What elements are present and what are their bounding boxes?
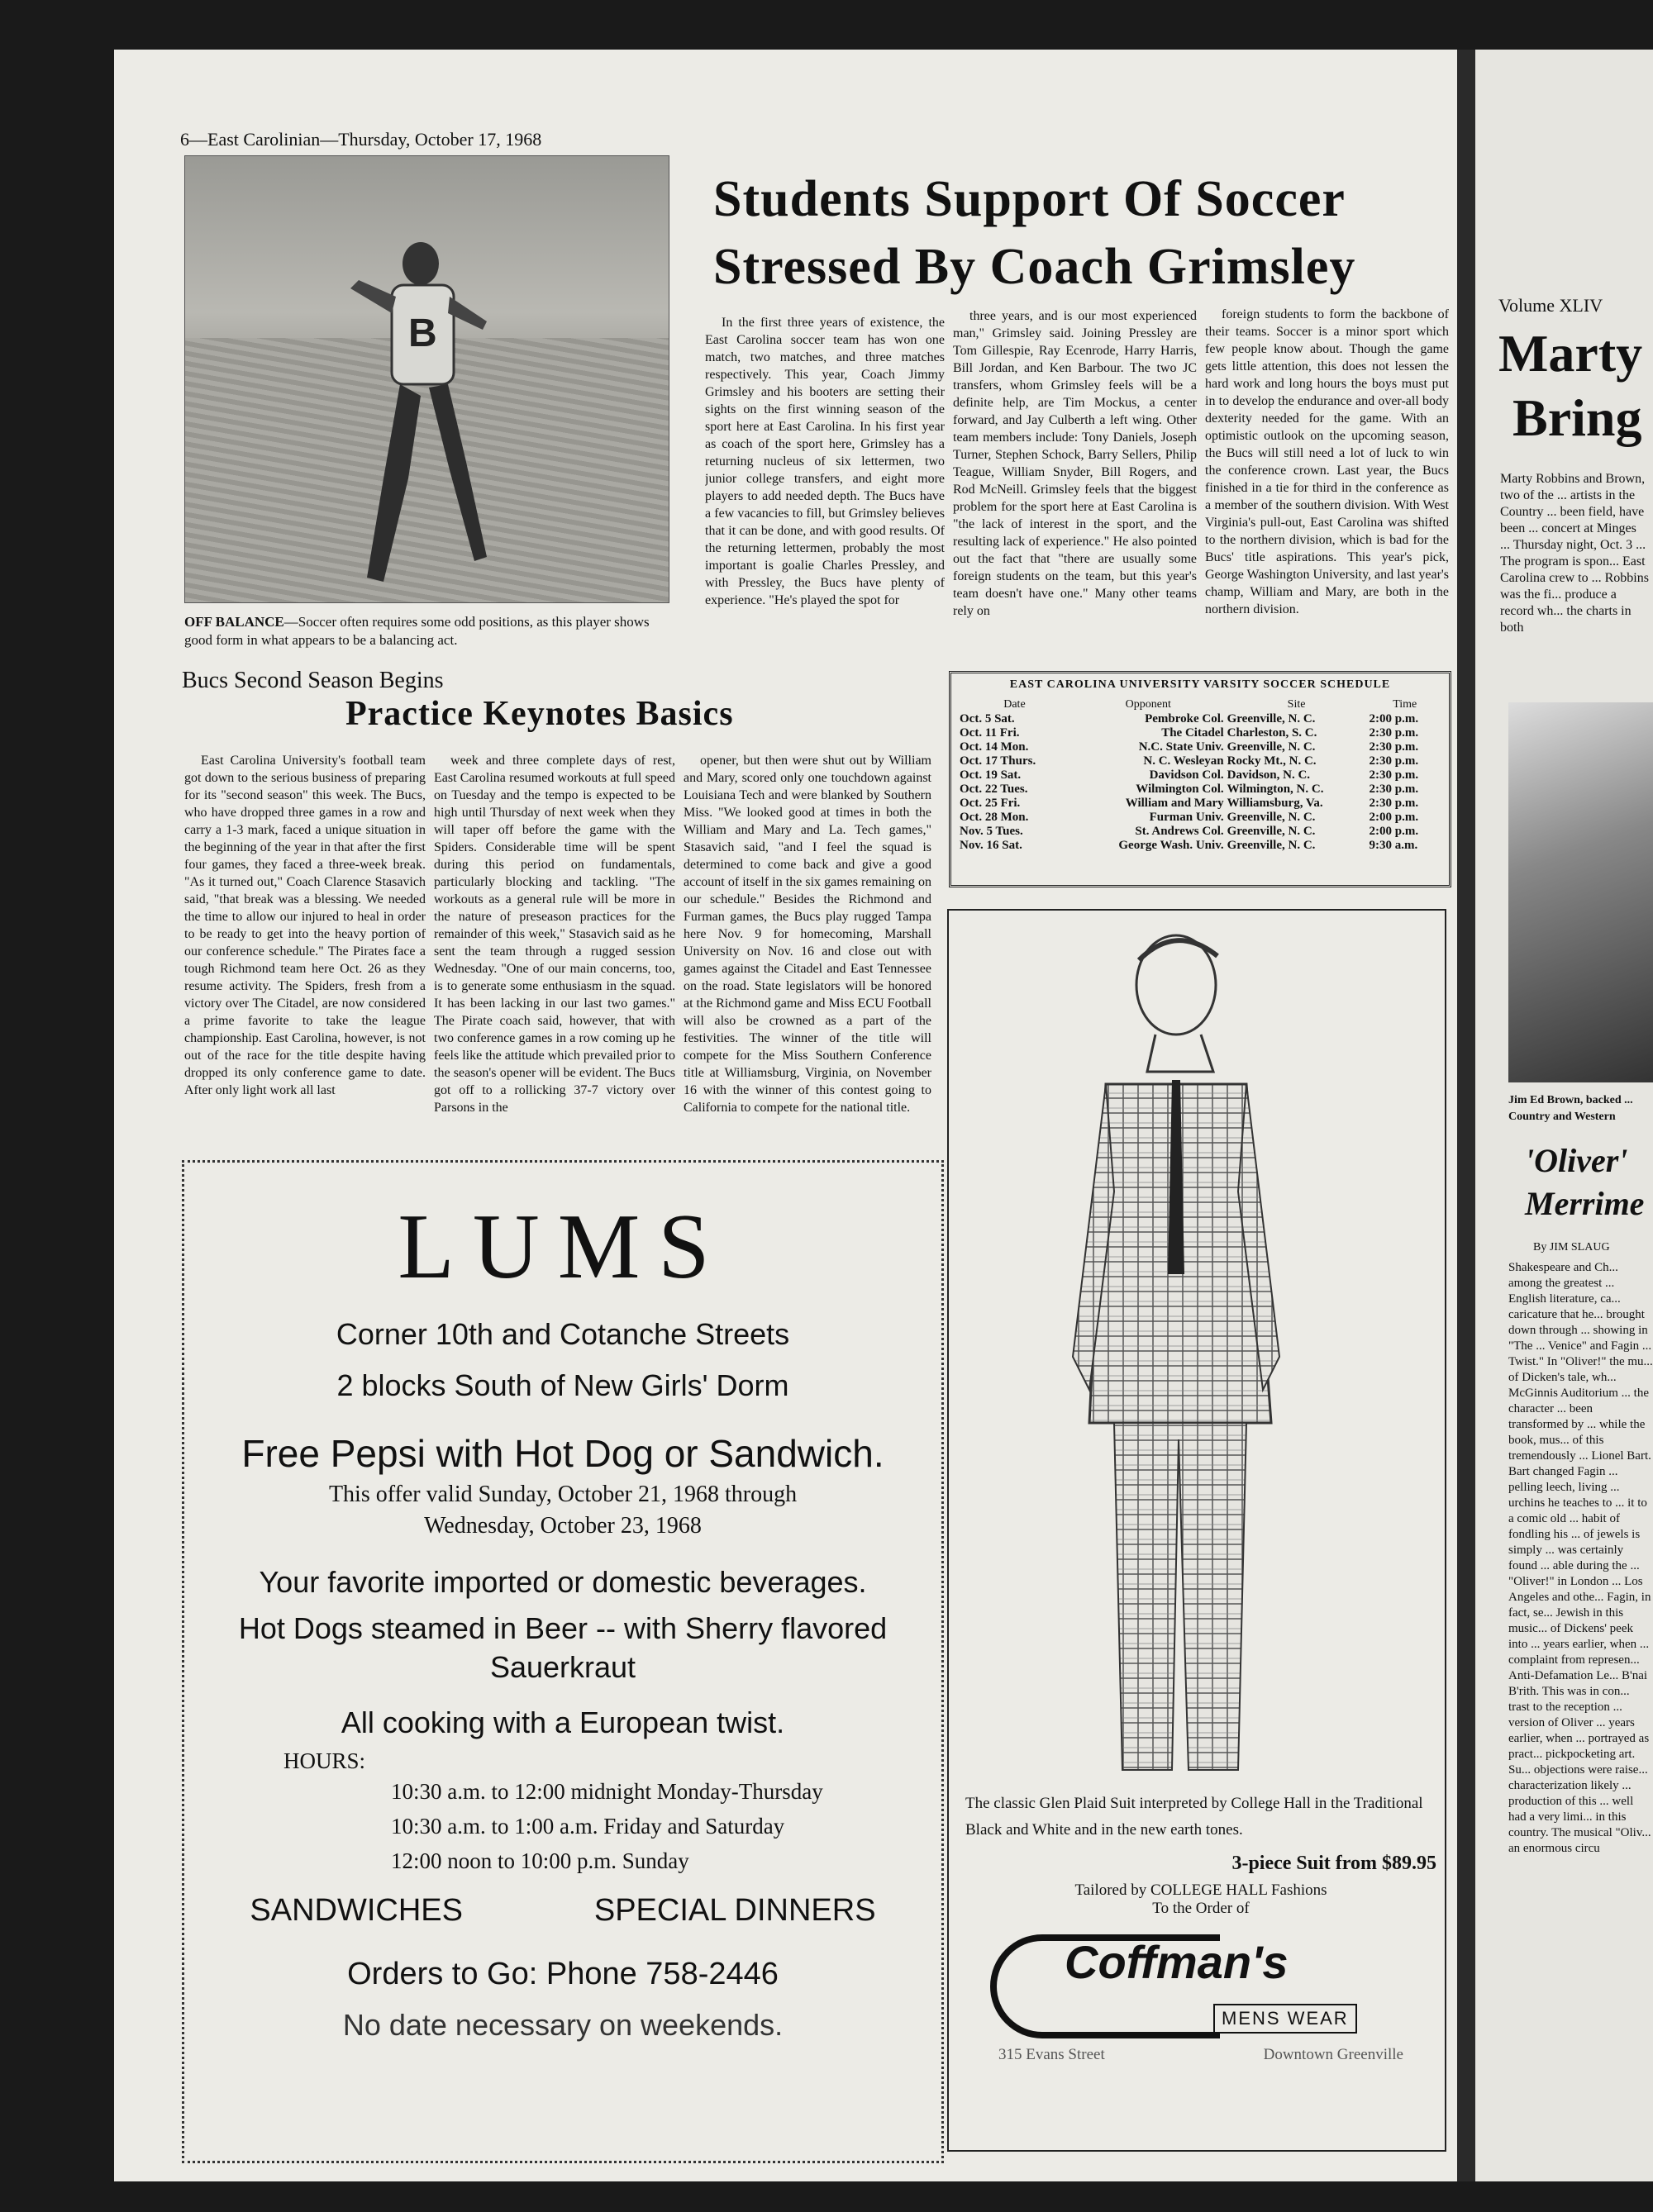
schedule-time: 2:30 p.m. bbox=[1369, 797, 1419, 810]
coffmans-copy-block bbox=[965, 1791, 1436, 2068]
schedule-site: Greenville, N. C. bbox=[1227, 712, 1316, 725]
football-column-2 bbox=[434, 752, 675, 1149]
schedule-site: Greenville, N. C. bbox=[1227, 839, 1316, 852]
photo-caption bbox=[184, 613, 668, 649]
soccer-headline-line2: Stressed By Coach Grimsley bbox=[713, 239, 1356, 295]
lums-hours-row: 12:00 noon to 10:00 p.m. Sunday bbox=[391, 1848, 689, 1873]
lums-name: LUMS bbox=[398, 1196, 728, 1298]
right-text-1: Marty Robbins and Brown, two of the ... artists in the Country ... been field, have been ... concert at Minges ... Thursday night, Oct. 3 ... The program is spon... East Carolina crew to ... Robbins was the fi... produce a record wh... the charts in both bbox=[1500, 472, 1649, 635]
coffmans-logo-block bbox=[965, 1918, 1436, 2042]
lums-cooking: All cooking with a European twist. bbox=[341, 1705, 785, 1739]
football-column-1 bbox=[184, 752, 426, 1149]
lums-dinners: SPECIAL DINNERS bbox=[593, 1893, 876, 1928]
adjacent-page bbox=[1475, 50, 1653, 2181]
coffmans-tailored-1: Tailored by COLLEGE HALL Fashions bbox=[1074, 1881, 1327, 1899]
coffmans-address-row bbox=[965, 2042, 1436, 2068]
coffmans-tailored-2: To the Order of bbox=[1152, 1900, 1250, 1917]
schedule-row bbox=[958, 768, 1442, 783]
schedule-site: Greenville, N. C. bbox=[1227, 740, 1316, 754]
schedule-opponent: George Wash. Univ. bbox=[1118, 839, 1224, 852]
coffmans-mens: MENS WEAR bbox=[1213, 2004, 1357, 2034]
lums-hotdog-1: Hot Dogs steamed in Beer -- with Sherry flavored bbox=[238, 1611, 888, 1645]
schedule-opponent: N.C. State Univ. bbox=[1138, 740, 1224, 754]
schedule-site: Rocky Mt., N. C. bbox=[1227, 754, 1317, 768]
schedule-opponent: N. C. Wesleyan bbox=[1143, 754, 1224, 768]
football-headline: Practice Keynotes Basics bbox=[345, 695, 734, 733]
soccer-column-3 bbox=[1205, 306, 1449, 661]
lums-beverages: Your favorite imported or domestic beverages. bbox=[259, 1565, 867, 1599]
lums-hours-row: 10:30 a.m. to 1:00 a.m. Friday and Saturday bbox=[391, 1814, 785, 1839]
schedule-opponent: Pembroke Col. bbox=[1145, 712, 1224, 725]
lums-address-1: Corner 10th and Cotanche Streets bbox=[336, 1317, 790, 1351]
schedule-time: 2:30 p.m. bbox=[1369, 740, 1419, 754]
schedule-date: Nov. 5 Tues. bbox=[960, 825, 1023, 838]
lums-valid-2: Wednesday, October 23, 1968 bbox=[424, 1513, 702, 1539]
lums-phone: Orders to Go: Phone 758-2446 bbox=[347, 1957, 779, 1991]
schedule-opponent: Wilmington Col. bbox=[1136, 783, 1224, 796]
schedule-date: Oct. 19 Sat. bbox=[960, 768, 1022, 782]
page-gutter bbox=[1457, 50, 1475, 2181]
schedule-date: Oct. 17 Thurs. bbox=[960, 754, 1036, 768]
schedule-time: 2:00 p.m. bbox=[1369, 712, 1419, 725]
football-kicker: Bucs Second Season Begins bbox=[182, 668, 444, 693]
soccer-column-2 bbox=[953, 307, 1197, 661]
right-headline-3: 'Oliver' bbox=[1525, 1142, 1628, 1179]
schedule-time: 2:00 p.m. bbox=[1369, 825, 1419, 838]
lums-offer: Free Pepsi with Hot Dog or Sandwich. bbox=[241, 1432, 884, 1475]
soccer-photo bbox=[184, 155, 669, 603]
schedule-header-opponent: Opponent bbox=[1125, 698, 1171, 711]
lums-ad bbox=[182, 1160, 944, 2163]
lums-hours bbox=[283, 1748, 941, 1878]
right-headline-4: Merrime bbox=[1525, 1185, 1645, 1222]
schedule-site: Wilmington, N. C. bbox=[1227, 783, 1324, 796]
right-headline-1: Marty bbox=[1498, 324, 1643, 383]
lums-hours-label: HOURS: bbox=[283, 1748, 366, 1773]
right-headline-2: Bring bbox=[1512, 388, 1642, 447]
right-byline: By JIM SLAUG bbox=[1533, 1241, 1610, 1253]
soccer-headline-line1: Students Support Of Soccer bbox=[713, 171, 1346, 227]
coffmans-address: 315 Evans Street bbox=[998, 2046, 1105, 2063]
schedule-row bbox=[958, 740, 1442, 754]
schedule-time: 2:30 p.m. bbox=[1369, 768, 1419, 782]
schedule-date: Oct. 22 Tues. bbox=[960, 783, 1028, 796]
schedule-date: Oct. 28 Mon. bbox=[960, 811, 1029, 824]
coffmans-copy: The classic Glen Plaid Suit interpreted by College Hall in the Traditional Black and White and in the new earth tones. bbox=[965, 1795, 1423, 1839]
schedule-opponent: Furman Univ. bbox=[1149, 811, 1224, 824]
schedule-header-time: Time bbox=[1393, 698, 1417, 711]
schedule-row bbox=[958, 726, 1442, 740]
schedule-date: Oct. 25 Fri. bbox=[960, 797, 1021, 810]
schedule-time: 2:00 p.m. bbox=[1369, 811, 1419, 824]
volume-label: Volume XLIV bbox=[1498, 295, 1603, 316]
caption-text: —Soccer often requires some odd positions, as this player shows good form in what appears to be a balancing act. bbox=[184, 614, 650, 648]
coffmans-logo: Coffman's bbox=[1065, 1936, 1289, 1988]
right-caption: Jim Ed Brown, backed ... Country and Western bbox=[1508, 1094, 1633, 1123]
schedule-header-site: Site bbox=[1287, 698, 1306, 711]
schedule-header-date: Date bbox=[1003, 698, 1026, 711]
schedule-time: 2:30 p.m. bbox=[1369, 783, 1419, 796]
soccer-col1-text: In the first three years of existence, the East Carolina soccer team has won one match, two matches, and three matches respectively. This year, Coach Jimmy Grimsley and his booters are setting their sights on the first winning season of the sport here at East Carolina. In his first year as coach of the sport here, Grimsley has a returning nucleus of six lettermen, two junior college transfers, and eight more players to add needed depth. The Bucs have a few vacancies to fill, but Grimsley believes that it can be done, and with good results. Of the returning lettermen, probably the most important is goalie Charles Pressley, and with Pressley, the Bucs have plenty of experience. "He's played the spot for bbox=[705, 316, 945, 607]
schedule-row bbox=[958, 811, 1442, 825]
lums-hours-row: 10:30 a.m. to 12:00 midnight Monday-Thursday bbox=[391, 1779, 823, 1804]
lums-valid-1: This offer valid Sunday, October 21, 1968 through bbox=[328, 1482, 798, 1507]
page-folio: 6—East Carolinian—Thursday, October 17, 1968 bbox=[180, 129, 542, 150]
schedule-date: Nov. 16 Sat. bbox=[960, 839, 1022, 852]
schedule-title: EAST CAROLINA UNIVERSITY VARSITY SOCCER SCHEDULE bbox=[1009, 678, 1391, 691]
right-photo bbox=[1508, 702, 1653, 1082]
svg-text:B: B bbox=[408, 312, 437, 355]
schedule-opponent: St. Andrews Col. bbox=[1135, 825, 1224, 838]
soccer-schedule-box bbox=[949, 671, 1451, 887]
caption-lead: OFF BALANCE bbox=[184, 614, 284, 630]
lums-address-2: 2 blocks South of New Girls' Dorm bbox=[336, 1368, 789, 1402]
schedule-time: 2:30 p.m. bbox=[1369, 754, 1419, 768]
lums-weekends: No date necessary on weekends. bbox=[342, 2008, 784, 2042]
suit-sketch bbox=[1056, 927, 1304, 1803]
soccer-col3-text: foreign students to form the backbone of their teams. Soccer is a minor sport which few people know about. Though the game gets little attention, this does not lessen the hard work and long hours the boys must put in to develop the endurance and over-all body dexterity needed for the game. With an optimistic outlook on the upcoming season, the Bucs will still need a lot of luck to win the conference crown. Last year, the Bucs finished in a tie for third in the conference as a member of the southern division. With West Virginia's pull-out, East Carolina was shifted to the northern division, which is bad for the Bucs' title aspirations. This year's pick, George Washington University, and last year's champ, William and Mary, are both in the northern division. bbox=[1205, 307, 1449, 616]
football-col3-text: opener, but then were shut out by William and Mary, scored only one touchdown against Louisiana Tech and were blanked by Southern Miss. "We looked good at times in both the William and Mary and La. Tech games," Stasavich said, "and I feel the squad is determined to come back and give a good account of itself in the six games remaining on our schedule." Besides the Richmond and Furman games, the Bucs play rugged Tampa here Nov. 9 for homecoming, Marshall University on Nov. 16 and close out with games against the Citadel and East Tennessee on the road. State legislators will be honored at the Richmond game and Miss ECU Football will also be crowned as a part of the festivities. The winner of the title will compete for the Miss Southern Conference title at Williamsburg, Virginia, on November 16 with the winner of this contest going to California to compete for the national title. bbox=[684, 754, 931, 1115]
lums-sandwiches: SANDWICHES bbox=[250, 1893, 463, 1928]
football-col1-text: East Carolina University's football team got down to the serious business of preparing for its "second season" this week. The Bucs, who have dropped three games in a row and carry a 1-3 mark, faced a unique situation in the beginning of the year in that after the first four games, they faced a three-week break. "As it turned out," Coach Clarence Stasavich said, "that break was a blessing. We needed the time to allow our injured to heal in order to be ready to get into the heavy portion of our conference schedule." The Pirates face a tough Richmond team here Oct. 26 as they resume activity. The Spiders, fresh from a victory over The Citadel, are now considered a prime favorite to take the league championship. East Carolina, however, is not out of the race for the title despite having dropped its only conference game to date. After only light work all last bbox=[184, 754, 426, 1097]
football-column-3 bbox=[684, 752, 931, 1149]
lums-hotdog-2: Sauerkraut bbox=[489, 1650, 636, 1684]
schedule-table bbox=[958, 697, 1442, 853]
coffmans-downtown: Downtown Greenville bbox=[1263, 2046, 1403, 2063]
schedule-row bbox=[958, 712, 1442, 726]
schedule-row bbox=[958, 839, 1442, 853]
schedule-time: 2:30 p.m. bbox=[1369, 726, 1419, 740]
schedule-date: Oct. 14 Mon. bbox=[960, 740, 1029, 754]
schedule-opponent: William and Mary bbox=[1125, 797, 1224, 810]
right-text-2: Shakespeare and Ch... among the greatest ... English literature, ca... caricature that he... brought down through ... showing in "The ... Venice" and Fagin ... Twist." In "Oliver!" the mu... of Dicken's tale, wh... McGinnis Auditorium ... the character ... been transformed by ... while the book, mus... of this tremendously ... Lionel Bart. Bart changed Fagin ... pelling leech, living ... urchins he teaches to ... it to a comic old ... habit of fondling his ... of jewels is simply ... was certainly found ... able during the ... "Oliver!" in London ... Los Angeles and othe... Fagin, in fact, se... Jewish in this music... of Dickens' peek into ... years earlier, when ... complaint from represen... Anti-Defamation Le... B'nai B'rith. This was in con... trast to the reception ... version of Oliver ... years earlier, when ... portrayed as pract... pickpocketing art. Su... objections were raise... characterization likely ... production of this ... well had a very limi... in this country. The musical "Oliv... an enormous circu bbox=[1508, 1261, 1653, 1855]
lums-menu-row bbox=[184, 1893, 941, 1929]
football-col2-text: week and three complete days of rest, East Carolina resumed workouts at full speed on Tuesday and the tempo is expected to be high until Thursday of next week when they will taper off before the game with the Spiders. Considerable time will be spent during this period on fundamentals, particularly blocking and tackling. "The workouts as a general rule will be more in the nature of preseason practices for the remainder of this week," Stasavich said as he sent the team through a rugged session Wednesday. "One of our main concerns, too, is to generate some enthusiasm in the squad. It has been lacking in our last two games." The Pirate coach said, however, that with two conference games in a row coming up he feels like the attitude which prevailed prior to the season's opener will be evident. The Bucs got off to a rollicking 37-7 victory over Parsons in the bbox=[434, 754, 675, 1115]
schedule-row bbox=[958, 797, 1442, 811]
schedule-time: 9:30 a.m. bbox=[1369, 839, 1418, 852]
schedule-site: Greenville, N. C. bbox=[1227, 825, 1316, 838]
soccer-col2-text: three years, and is our most experienced man," Grimsley said. Joining Pressley are Tom Gillespie, Ray Ecenrode, Harry Harris, Bill Jordan, and Ken Barbour. The two JC transfers, whom Grimsley feels will be a definite help, are Tim Mockus, a center forward, and Jay Culberth a left wing. Other team members include: Tony Daniels, Joseph Turner, Stephen Schock, Barry Sellers, Philip Teague, William Snyder, Bill Rogers, and Rod McNeill. Grimsley feels that the biggest problem for the sport here at East Carolina is "the lack of interest in the sport, and the resulting lack of experience." He also pointed out the fact that "there are usually some foreign students on the team, but this year's team doesn't have one." Many other teams rely on bbox=[953, 309, 1197, 618]
soccer-headline bbox=[713, 165, 1540, 301]
schedule-site: Greenville, N. C. bbox=[1227, 811, 1316, 824]
schedule-opponent: Davidson Col. bbox=[1149, 768, 1224, 782]
schedule-row bbox=[958, 825, 1442, 839]
schedule-date: Oct. 5 Sat. bbox=[960, 712, 1015, 725]
schedule-row bbox=[958, 783, 1442, 797]
schedule-site: Charleston, S. C. bbox=[1227, 726, 1317, 740]
schedule-date: Oct. 11 Fri. bbox=[960, 726, 1020, 740]
schedule-site: Davidson, N. C. bbox=[1227, 768, 1311, 782]
soccer-column-1 bbox=[705, 314, 945, 661]
schedule-row bbox=[958, 754, 1442, 768]
newspaper-page bbox=[114, 50, 1457, 2181]
coffmans-price: 3-piece Suit from $89.95 bbox=[1231, 1853, 1436, 1874]
coffmans-ad bbox=[947, 909, 1446, 2152]
schedule-opponent: The Citadel bbox=[1161, 726, 1224, 740]
schedule-site: Williamsburg, Va. bbox=[1227, 797, 1323, 810]
